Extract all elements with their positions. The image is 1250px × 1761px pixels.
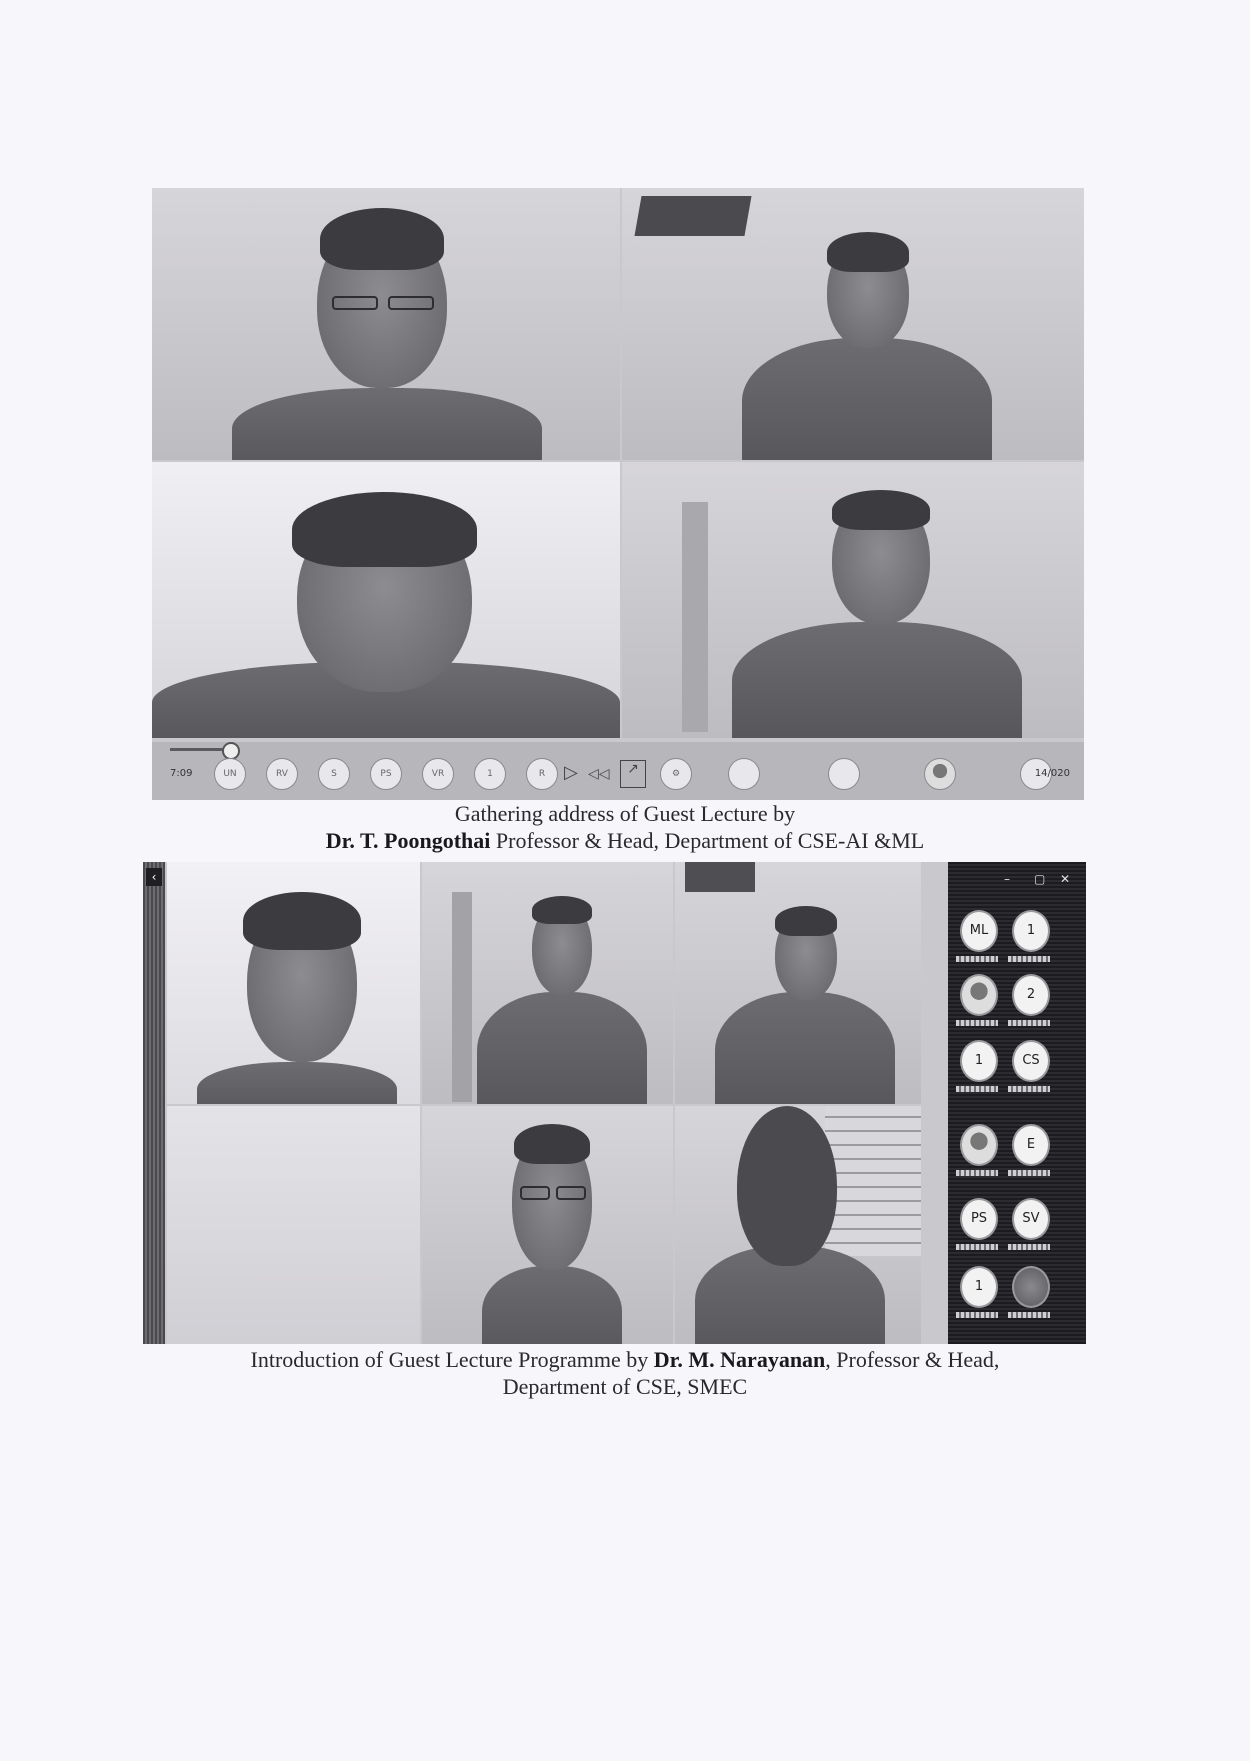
caption-line-1 — [0, 1346, 1250, 1373]
caption-prefix: Introduction of Guest Lecture Programme by — [250, 1347, 649, 1372]
expand-icon[interactable]: ↗ — [620, 760, 646, 788]
avatar[interactable] — [924, 758, 956, 790]
participant-avatar[interactable]: 1 — [960, 1040, 998, 1082]
caption-gathering-address — [0, 800, 1250, 854]
participant-button[interactable]: PS — [370, 758, 402, 790]
seek-track[interactable] — [170, 748, 226, 751]
back-icon[interactable]: ‹ — [146, 868, 162, 886]
photo-gathering-address — [152, 188, 1084, 800]
video-tile-6 — [675, 1106, 921, 1344]
video-tile-2 — [422, 862, 673, 1104]
participant-button[interactable] — [728, 758, 760, 790]
photo-introduction — [143, 862, 1086, 1344]
close-icon[interactable]: ✕ — [1060, 872, 1071, 886]
speaker-name: Dr. M. Narayanan — [653, 1347, 826, 1372]
caption-line-2 — [0, 827, 1250, 854]
participant-avatar[interactable] — [960, 974, 998, 1016]
caption-suffix: , Professor & Head, — [825, 1347, 1000, 1372]
participant-avatar[interactable]: 1 — [960, 1266, 998, 1308]
speaker-title: Professor & Head, Department of CSE-AI &ML — [495, 828, 925, 853]
elapsed-time: 7:09 — [170, 768, 193, 779]
video-tile-2 — [622, 188, 1084, 460]
participant-button[interactable] — [828, 758, 860, 790]
caption-introduction — [0, 1346, 1250, 1400]
participant-button[interactable]: S — [318, 758, 350, 790]
video-tile-1 — [152, 188, 620, 460]
video-tile-4 — [167, 1106, 420, 1344]
participant-avatar[interactable] — [960, 1124, 998, 1166]
participant-avatar[interactable]: 2 — [1012, 974, 1050, 1016]
participant-avatar[interactable]: PS — [960, 1198, 998, 1240]
participants-panel — [948, 862, 1086, 1344]
participant-button[interactable]: RV — [266, 758, 298, 790]
participant-avatar[interactable]: CS — [1012, 1040, 1050, 1082]
participant-avatar[interactable] — [1012, 1266, 1050, 1308]
left-sidebar — [143, 862, 165, 1344]
speaker-name: Dr. T. Poongothai — [325, 828, 491, 853]
participant-button[interactable]: VR — [422, 758, 454, 790]
video-tile-5 — [422, 1106, 673, 1344]
play-icon[interactable]: ▷ — [564, 762, 578, 783]
video-tile-1 — [167, 862, 420, 1104]
caption-line-2: Department of CSE, SMEC — [502, 1374, 748, 1399]
caption-line-1: Gathering address of Guest Lecture by — [454, 801, 796, 826]
volume-icon[interactable]: ◁◁ — [588, 766, 610, 782]
video-tile-3 — [675, 862, 921, 1104]
video-tile-3 — [152, 462, 620, 738]
minimize-icon[interactable]: – — [1004, 872, 1010, 886]
participant-avatar[interactable]: E — [1012, 1124, 1050, 1166]
restore-icon[interactable]: ▢ — [1034, 872, 1046, 886]
video-timestamp: 14/020 — [1034, 768, 1070, 779]
participant-button[interactable]: UN — [214, 758, 246, 790]
participant-button[interactable]: 1 — [474, 758, 506, 790]
participant-avatar[interactable]: SV — [1012, 1198, 1050, 1240]
participant-avatar[interactable]: ML — [960, 910, 998, 952]
participant-button[interactable]: R — [526, 758, 558, 790]
settings-icon[interactable]: ⚙ — [660, 758, 692, 790]
participant-avatar[interactable]: 1 — [1012, 910, 1050, 952]
video-playback-toolbar — [152, 742, 1084, 800]
video-tile-4 — [622, 462, 1084, 738]
